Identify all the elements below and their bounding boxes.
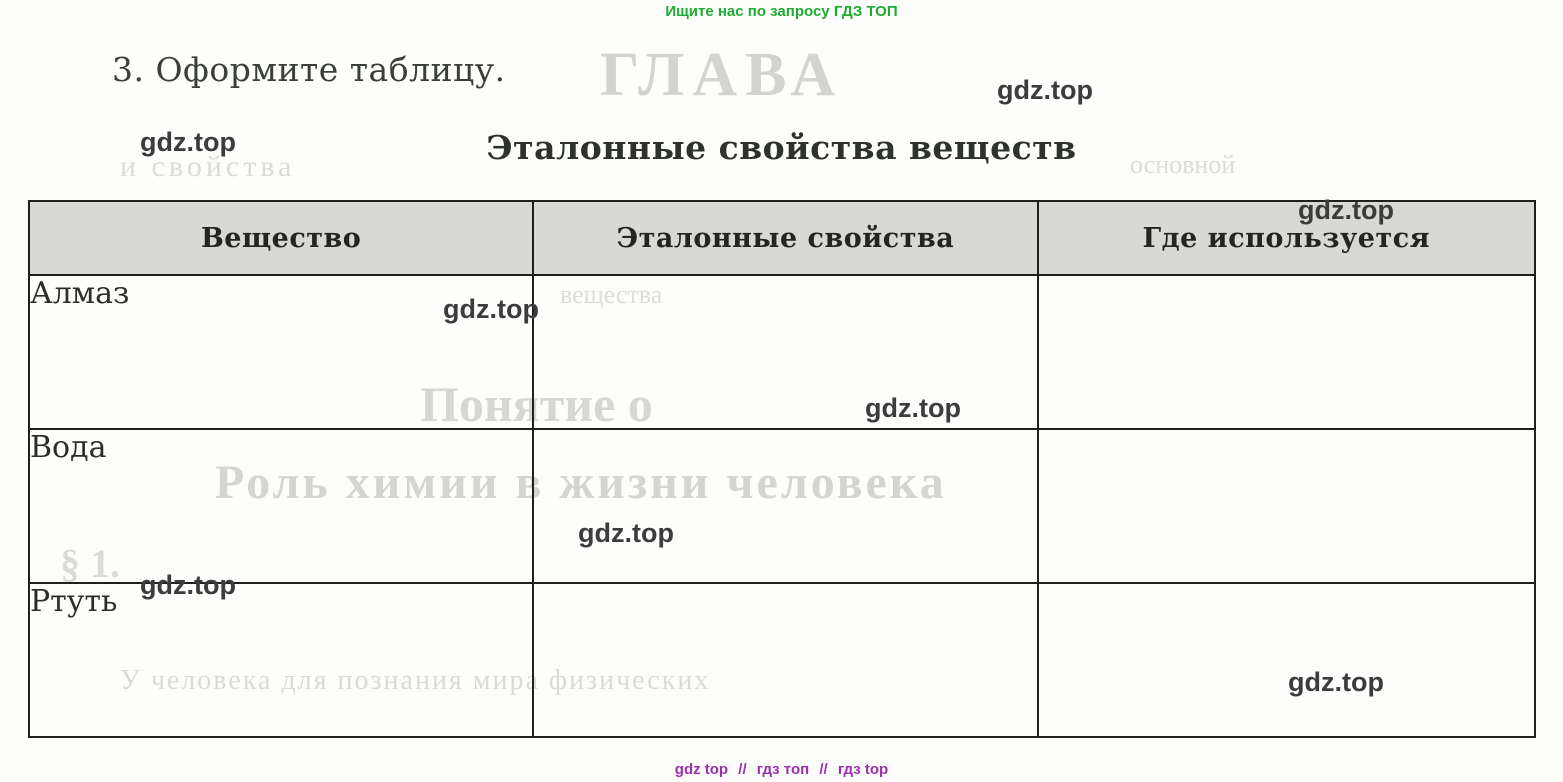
watermark-4: gdz.top	[865, 393, 961, 423]
column-header-usage: Где используется	[1038, 201, 1535, 275]
watermark-0: gdz.top	[997, 75, 1093, 105]
cell-substance-water: Вода	[29, 429, 533, 583]
cell-usage-water[interactable]	[1038, 429, 1535, 583]
cell-usage-diamond[interactable]	[1038, 275, 1535, 429]
watermark-1: gdz.top	[140, 127, 236, 157]
background-artifact-osnovnoy: основной	[1130, 150, 1236, 179]
background-artifact-glava: ГЛАВА	[600, 41, 844, 109]
cell-substance-mercury: Ртуть	[29, 583, 533, 737]
column-header-properties: Эталонные свойства	[533, 201, 1037, 275]
watermark-2: gdz.top	[1298, 195, 1394, 225]
cell-properties-water[interactable]	[533, 429, 1037, 583]
background-artifact-rol-himii: Роль химии в жизни человека	[215, 456, 947, 509]
task-heading: 3. Оформите таблицу.	[112, 50, 506, 89]
bottom-banner-mid: гдз топ	[756, 761, 810, 778]
bottom-banner-left: gdz top	[674, 761, 729, 778]
cell-substance-diamond: Алмаз	[29, 275, 533, 429]
background-artifact-sentence: У человека для познания мира физических	[120, 665, 711, 696]
cell-properties-mercury[interactable]	[533, 583, 1037, 737]
bottom-promo-banner	[0, 761, 1563, 778]
background-artifact-veshchestva: вещества	[560, 280, 663, 309]
background-artifact-paragraph: § 1.	[60, 541, 120, 586]
cell-properties-diamond[interactable]	[533, 275, 1037, 429]
table-row	[29, 583, 1535, 737]
table-row	[29, 429, 1535, 583]
bottom-banner-separator-2: //	[819, 761, 828, 778]
watermark-5: gdz.top	[578, 518, 674, 548]
table-row	[29, 275, 1535, 429]
watermark-6: gdz.top	[140, 570, 236, 600]
table-title: Эталонные свойства веществ	[486, 128, 1077, 167]
column-header-substance: Вещество	[29, 201, 533, 275]
table-header-row	[29, 201, 1535, 275]
bottom-banner-separator-1: //	[738, 761, 747, 778]
watermark-7: gdz.top	[1288, 667, 1384, 697]
background-artifact-svoystva: и свойства	[120, 150, 296, 183]
watermark-3: gdz.top	[443, 294, 539, 324]
top-promo-banner: Ищите нас по запросу ГДЗ ТОП	[665, 3, 898, 20]
bottom-banner-right: гдз top	[837, 761, 889, 778]
properties-table	[28, 200, 1536, 738]
cell-usage-mercury[interactable]	[1038, 583, 1535, 737]
background-artifact-ponyatie: Понятие о	[420, 376, 653, 432]
